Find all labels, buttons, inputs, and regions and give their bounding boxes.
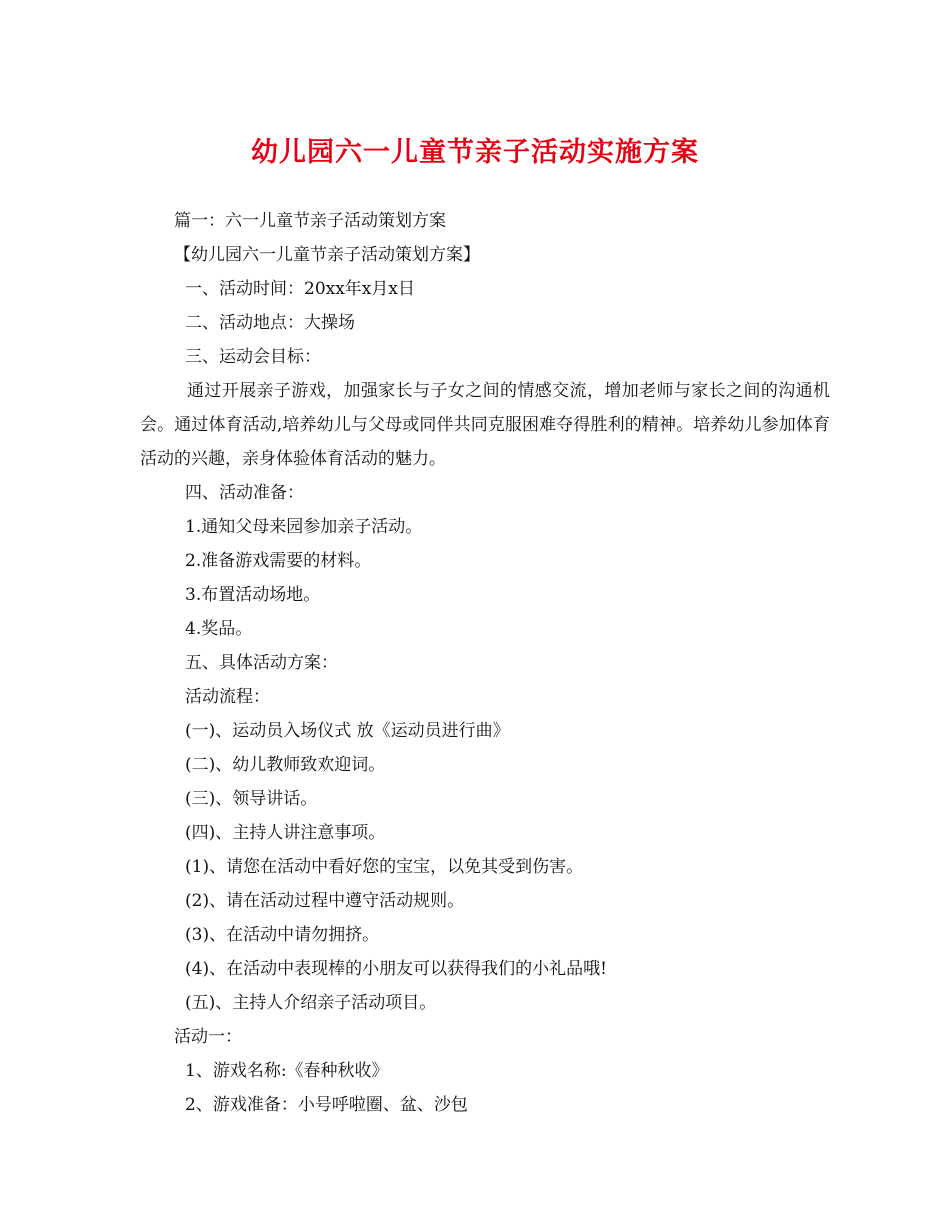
- process-item: (五)、主持人介绍亲子活动项目。: [185, 993, 437, 1013]
- notice-item: (4)、在活动中表现棒的小朋友可以获得我们的小礼品哦!: [185, 959, 607, 979]
- process-item: (三)、领导讲话。: [185, 789, 318, 809]
- activity-heading: 活动一：: [174, 1027, 242, 1047]
- document-title: 幼儿园六一儿童节亲子活动实施方案: [251, 137, 699, 168]
- plan-heading: 五、具体活动方案：: [185, 653, 338, 673]
- process-item: (四)、主持人讲注意事项。: [185, 823, 386, 843]
- preparation-item: 3.布置活动场地。: [185, 585, 321, 605]
- preparation-heading: 四、活动准备：: [185, 483, 304, 503]
- goal-paragraph: 通过开展亲子游戏，加强家长与子女之间的情感交流，增加老师与家长之间的沟通机会。通过体育活动,培养幼儿与父母或同伴共同克服困难夺得胜利的精神。培养幼儿参加体育活动的兴趣，亲身体验体育活动的魅力。: [140, 381, 830, 469]
- game-detail: 1、游戏名称:《春种秋收》: [185, 1061, 389, 1081]
- notice-item: (1)、请您在活动中看好您的宝宝，以免其受到伤害。: [185, 857, 584, 877]
- activity-time: 一、活动时间：20xx年x月x日: [185, 279, 415, 299]
- preparation-item: 1.通知父母来园参加亲子活动。: [185, 517, 423, 537]
- game-detail: 2、游戏准备：小号呼啦圈、盆、沙包: [185, 1095, 468, 1115]
- process-item: (二)、幼儿教师致欢迎词。: [185, 755, 386, 775]
- notice-item: (2)、请在活动过程中遵守活动规则。: [185, 891, 465, 911]
- preparation-item: 4.奖品。: [185, 619, 253, 639]
- section-heading: 篇一：六一儿童节亲子活动策划方案: [174, 211, 446, 231]
- process-heading: 活动流程：: [185, 687, 270, 707]
- goal-heading: 三、运动会目标：: [185, 347, 321, 367]
- activity-location: 二、活动地点：大操场: [185, 313, 355, 333]
- process-item: (一)、运动员入场仪式 放《运动员进行曲》: [185, 721, 510, 741]
- notice-item: (3)、在活动中请勿拥挤。: [185, 925, 380, 945]
- preparation-item: 2.准备游戏需要的材料。: [185, 551, 372, 571]
- document-body: [140, 204, 830, 1122]
- subtitle-line: 【幼儿园六一儿童节亲子活动策划方案】: [174, 245, 480, 265]
